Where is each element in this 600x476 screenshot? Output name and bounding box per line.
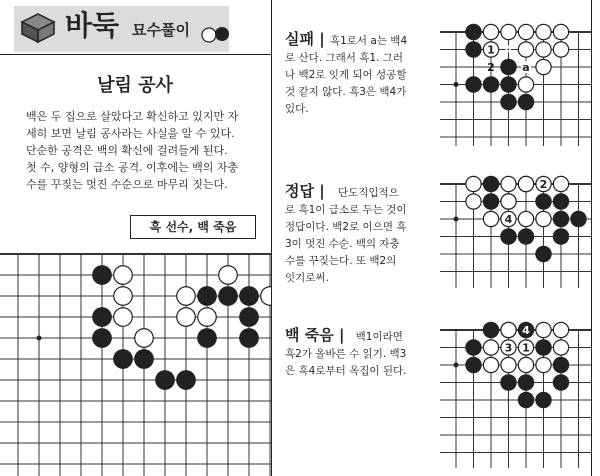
- header-rule: [0, 54, 272, 55]
- section-line: 흑1로서 a는 백4: [329, 35, 408, 47]
- black-stone: [239, 307, 259, 327]
- move-number: 3: [504, 195, 513, 209]
- section-line: 나 백2로 잇게 되어 성공할: [285, 69, 407, 81]
- title-bar: |: [319, 182, 325, 200]
- section-line: 것 같지 않다. 흑3은 백4가: [285, 86, 407, 98]
- black-stone: [92, 265, 112, 285]
- black-stone: [553, 357, 569, 373]
- move-number: 2: [504, 359, 513, 372]
- white-stone: [198, 308, 217, 327]
- black-stone: [465, 76, 481, 92]
- white-stone: [483, 211, 498, 226]
- white-stone: [466, 176, 481, 191]
- header-title-sub: 묘수풀이: [132, 21, 190, 39]
- black-stone: [197, 286, 217, 306]
- black-stone: [518, 94, 534, 110]
- white-stone: [518, 357, 533, 372]
- move-number: 1: [522, 341, 530, 355]
- move-number: 2: [487, 61, 495, 74]
- move-number: 1: [487, 43, 495, 57]
- white-stone: [553, 340, 568, 355]
- black-stone: [553, 193, 569, 209]
- move-number: 2: [539, 178, 548, 191]
- white-stone: [483, 340, 498, 355]
- white-stone: [553, 42, 568, 57]
- section-line: 3이 멋진 수순. 백의 자충: [285, 238, 400, 250]
- black-stone: [483, 176, 499, 192]
- fail-go-diagram: [440, 22, 591, 146]
- main-go-diagram: [0, 232, 271, 476]
- black-stone: [113, 349, 133, 369]
- title-bar: |: [319, 30, 325, 48]
- black-stone: [465, 41, 481, 57]
- right-border: [591, 0, 592, 476]
- page-title: 날림 공사: [97, 75, 173, 96]
- intro-text: [26, 108, 258, 193]
- white-stone: [501, 176, 516, 191]
- black-stone: [518, 228, 534, 244]
- black-stone: [553, 211, 569, 227]
- move-number: 1: [522, 178, 530, 191]
- white-stone: [536, 42, 551, 57]
- black-stone: [500, 94, 516, 110]
- black-stone: [483, 322, 499, 338]
- white-stone: [483, 357, 498, 372]
- go-board-icon: [18, 8, 58, 48]
- section-title: 정답: [285, 182, 314, 200]
- black-stone: [465, 24, 481, 40]
- black-stone: [465, 339, 481, 355]
- white-stone: [114, 287, 133, 306]
- intro-line: 단순한 공격은 백의 확신에 걸려들게 된다.: [26, 144, 228, 157]
- white-stone: [536, 357, 551, 372]
- section-line: 정답이다. 백2로 이으면 흑: [285, 221, 407, 233]
- section-line: 수를 꾸짖는다. 또 백2의: [285, 255, 397, 267]
- black-stone: [553, 228, 569, 244]
- black-stone: [535, 246, 551, 262]
- black-stone: [134, 349, 154, 369]
- section-line: 흑2가 올바른 수 읽기. 백3: [285, 348, 407, 360]
- white-stone: [536, 59, 551, 74]
- diagram-label: 흑 선수, 백 죽음: [130, 215, 256, 239]
- white-stone: [219, 266, 238, 285]
- white-stone: [177, 308, 196, 327]
- move-number: a: [522, 61, 530, 74]
- section-line: 로 흑1이 급소로 두는 것이: [285, 204, 407, 216]
- black-stone: [197, 328, 217, 348]
- move-number: 5: [522, 213, 530, 226]
- black-stone: [483, 193, 499, 209]
- black-stone: [239, 328, 259, 348]
- star-point: [454, 82, 459, 87]
- section-line: 로 산다. 그래서 흑1. 그러: [285, 52, 403, 64]
- white-stone: [536, 211, 551, 226]
- correct-go-diagram: [440, 172, 591, 288]
- white-stone: [483, 24, 498, 39]
- black-stone: [239, 286, 259, 306]
- black-stone: [483, 76, 499, 92]
- title-bar: |: [338, 326, 345, 344]
- dead-go-diagram: [440, 318, 591, 468]
- move-number: 3: [522, 26, 530, 39]
- white-stone: [501, 24, 516, 39]
- star-point: [37, 336, 42, 341]
- star-point: [454, 363, 459, 368]
- section-line: 백1이라면: [355, 331, 403, 343]
- black-stone: [518, 374, 534, 390]
- black-stone: [535, 339, 551, 355]
- section-fail: [285, 28, 433, 118]
- white-stone: [536, 24, 551, 39]
- white-stone: [177, 287, 196, 306]
- intro-line: 수를 꾸짖는 멋진 수순으로 마무리 짓는다.: [26, 178, 228, 191]
- column-divider: [271, 0, 272, 476]
- white-stone: [114, 266, 133, 285]
- move-number: 4: [504, 43, 513, 57]
- black-stone: [465, 357, 481, 373]
- header-title-main: 바둑: [65, 9, 120, 42]
- black-stone: [535, 193, 551, 209]
- intro-line: 첫 수, 양형의 급소 공격. 이후에는 백의 자충: [26, 161, 239, 174]
- section-correct: [285, 180, 433, 287]
- black-stone: [535, 392, 551, 408]
- white-stone: [518, 42, 533, 57]
- white-stone: [466, 194, 481, 209]
- black-stone: [500, 374, 516, 390]
- white-stone: [553, 322, 568, 337]
- white-stone: [114, 308, 133, 327]
- white-stone: [536, 322, 551, 337]
- section-dead: [285, 324, 433, 380]
- section-line: 있다.: [285, 103, 309, 115]
- black-stone: [518, 392, 534, 408]
- black-stone: [570, 211, 586, 227]
- section-title: 백 죽음: [285, 326, 334, 344]
- black-stone: [155, 370, 175, 390]
- black-stone: [92, 328, 112, 348]
- move-number: 3: [504, 341, 513, 355]
- intro-line: 백은 두 집으로 살았다고 확신하고 있지만 자: [26, 110, 239, 123]
- black-stone: [92, 307, 112, 327]
- black-stone: [500, 228, 516, 244]
- black-stone: [176, 370, 196, 390]
- white-stone: [518, 77, 533, 92]
- white-stone: [135, 329, 154, 348]
- star-point: [454, 217, 459, 222]
- white-stone: [553, 176, 568, 191]
- white-stone: [553, 24, 568, 39]
- section-line: 단도직입적으: [337, 187, 399, 199]
- move-number: 4: [504, 213, 513, 226]
- section-title: 실패: [285, 30, 314, 48]
- section-line: 은 흑4로부터 옥집이 된다.: [285, 365, 407, 377]
- go-stones-icon: [200, 24, 232, 44]
- section-line: 잇기로써.: [285, 272, 329, 284]
- intro-line: 세히 보면 날림 공사라는 사실을 알 수 있다.: [26, 127, 235, 140]
- black-stone: [218, 286, 238, 306]
- white-stone: [501, 322, 516, 337]
- black-stone: [500, 76, 516, 92]
- white-stone: [261, 287, 271, 306]
- black-stone: [553, 374, 569, 390]
- black-stone: [500, 59, 516, 75]
- move-number: 4: [522, 324, 530, 337]
